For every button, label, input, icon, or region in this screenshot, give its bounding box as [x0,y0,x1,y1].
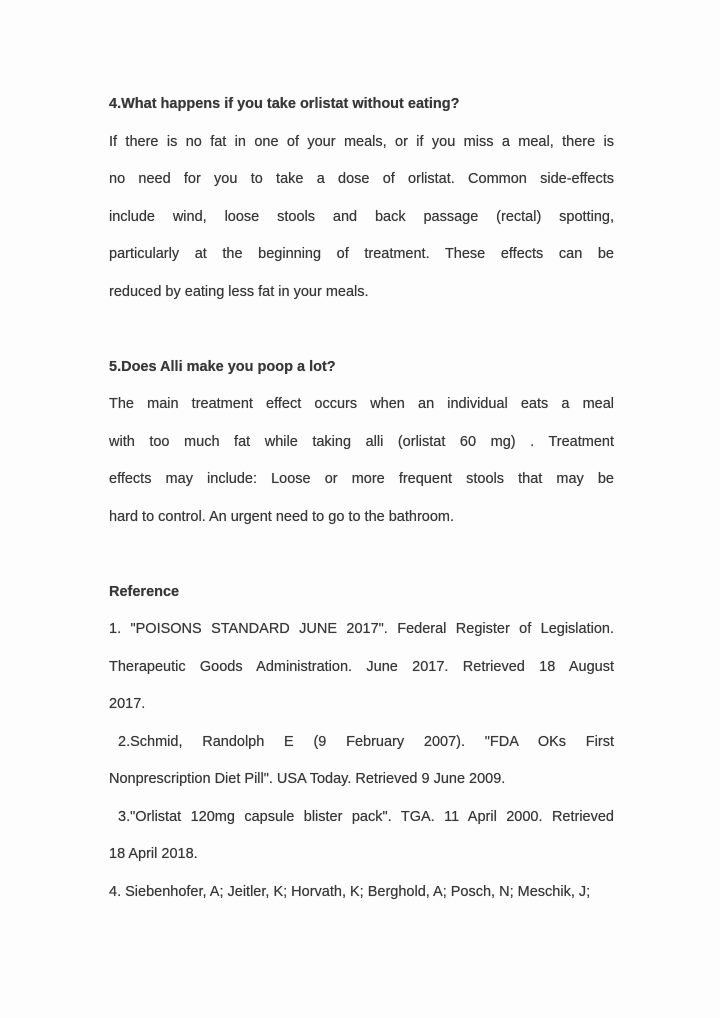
section-heading: 5.Does Alli make you poop a lot? [109,358,336,375]
text-line: 4. Siebenhofer, A; Jeitler, K; Horvath, K; Berghold, A; Posch, N; Meschik, J; [109,883,591,900]
text-line: 2.Schmid, Randolph E (9 February 2007). "FDA OKs First [118,733,614,750]
blank-line [109,311,614,349]
text-line: 3."Orlistat 120mg capsule blister pack". TGA. 11 April 2000. Retrieved [118,808,614,825]
section-heading: 4.What happens if you take orlistat without eating? [109,96,460,112]
text-line: hard to control. An urgent need to go to the bathroom. [109,508,455,525]
text-line: 1. "POISONS STANDARD JUNE 2017". Federal Register of Legislation. [109,621,614,637]
blank-line [109,536,614,574]
text-line: If there is no fat in one of your meals, or if you miss a meal, there is [109,133,614,150]
section-heading: Reference [109,583,180,600]
text-line: Therapeutic Goods Administration. June 2017. Retrieved 18 August [109,658,614,675]
text-line: particularly at the beginning of treatment. These effects can be [109,246,614,262]
document-content [109,86,614,911]
text-line: include wind, loose stools and back passage (rectal) spotting, [109,208,614,225]
text-line: with too much fat while taking alli (orlistat 60 mg) . Treatment [109,433,614,450]
text-line: reduced by eating less fat in your meals. [109,283,369,300]
text-line: no need for you to take a dose of orlistat. Common side-effects [109,171,614,187]
text-line: 2017. [109,696,146,712]
text-line: effects may include: Loose or more frequent stools that may be [109,471,614,487]
text-line: Nonprescription Diet Pill". USA Today. Retrieved 9 June 2009. [109,771,506,787]
text-line: The main treatment effect occurs when an individual eats a meal [109,396,614,412]
text-line: 18 April 2018. [109,846,198,862]
